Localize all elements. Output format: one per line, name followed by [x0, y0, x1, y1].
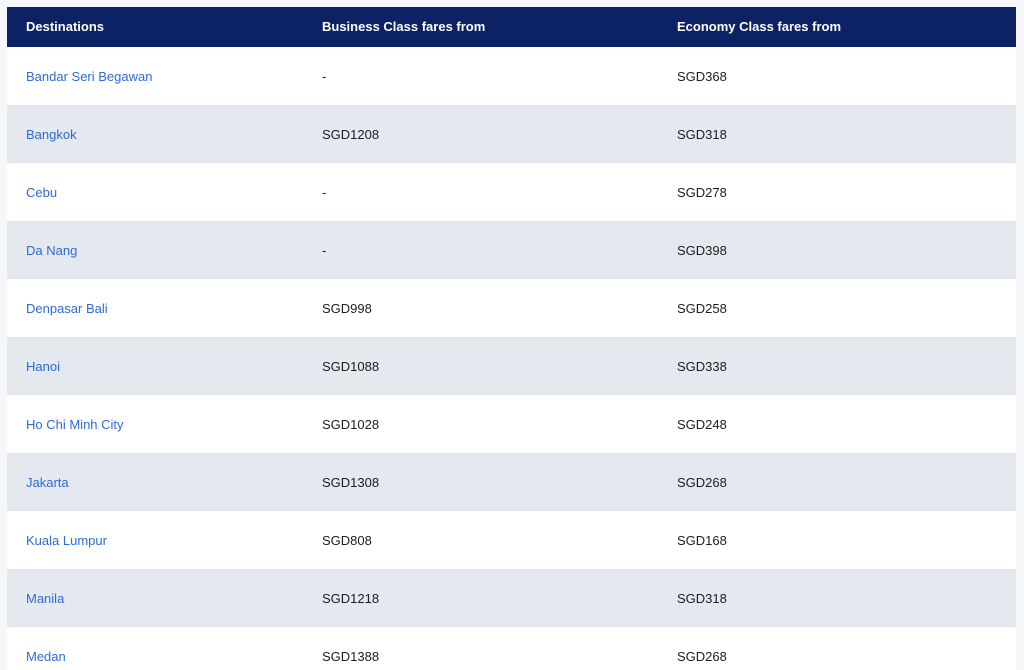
destination-link[interactable]: Kuala Lumpur	[26, 532, 107, 548]
business-fare: SGD1208	[322, 126, 380, 142]
business-fare: -	[322, 68, 327, 84]
table-row	[7, 511, 1016, 569]
economy-fare: SGD338	[677, 358, 727, 374]
header-business-fares: Business Class fares from	[322, 18, 486, 34]
business-fare: SGD1088	[322, 358, 380, 374]
economy-fare: SGD248	[677, 416, 727, 432]
destination-link[interactable]: Denpasar Bali	[26, 300, 108, 316]
economy-fare: SGD278	[677, 184, 727, 200]
table-row	[7, 627, 1016, 670]
business-fare: SGD1388	[322, 648, 380, 664]
destination-cell	[7, 279, 303, 337]
business-fare: SGD1218	[322, 590, 380, 606]
table-row	[7, 163, 1016, 221]
destination-link[interactable]: Medan	[26, 648, 66, 664]
destination-cell	[7, 337, 303, 395]
header-row	[7, 7, 1016, 47]
economy-fare: SGD258	[677, 300, 727, 316]
destination-cell	[7, 453, 303, 511]
table-row	[7, 105, 1016, 163]
economy-fare: SGD318	[677, 590, 727, 606]
table-body	[7, 47, 1016, 670]
destination-cell	[7, 395, 303, 453]
business-fare: -	[322, 242, 327, 258]
table-row	[7, 337, 1016, 395]
destination-link[interactable]: Da Nang	[26, 242, 78, 258]
header-economy-fares: Economy Class fares from	[677, 18, 842, 34]
destination-cell	[7, 47, 303, 105]
destination-link[interactable]: Ho Chi Minh City	[26, 416, 124, 432]
table-header	[7, 7, 1016, 47]
business-fare: SGD808	[322, 532, 372, 548]
table-row	[7, 395, 1016, 453]
business-fare: -	[322, 184, 327, 200]
table-row	[7, 47, 1016, 105]
table-row	[7, 279, 1016, 337]
economy-fare: SGD268	[677, 474, 727, 490]
economy-fare: SGD168	[677, 532, 727, 548]
destination-cell	[7, 511, 303, 569]
economy-fare: SGD398	[677, 242, 727, 258]
business-fare: SGD1028	[322, 416, 380, 432]
destination-link[interactable]: Cebu	[26, 184, 58, 200]
destination-cell	[7, 221, 303, 279]
economy-fare: SGD268	[677, 648, 727, 664]
destination-cell	[7, 627, 303, 670]
table-row	[7, 221, 1016, 279]
economy-fare: SGD318	[677, 126, 727, 142]
business-fare: SGD998	[322, 300, 372, 316]
table-row	[7, 569, 1016, 627]
fares-table-container	[7, 7, 1016, 670]
destination-link[interactable]: Bangkok	[26, 126, 77, 142]
business-fare: SGD1308	[322, 474, 380, 490]
header-destinations: Destinations	[26, 18, 105, 34]
destination-cell	[7, 105, 303, 163]
destination-link[interactable]: Jakarta	[26, 474, 69, 490]
destination-link[interactable]: Bandar Seri Begawan	[26, 68, 153, 84]
table-row	[7, 453, 1016, 511]
fares-table	[7, 7, 1016, 670]
destination-cell	[7, 163, 303, 221]
destination-link[interactable]: Manila	[26, 590, 65, 606]
destination-cell	[7, 569, 303, 627]
economy-fare: SGD368	[677, 68, 727, 84]
destination-link[interactable]: Hanoi	[26, 358, 60, 374]
